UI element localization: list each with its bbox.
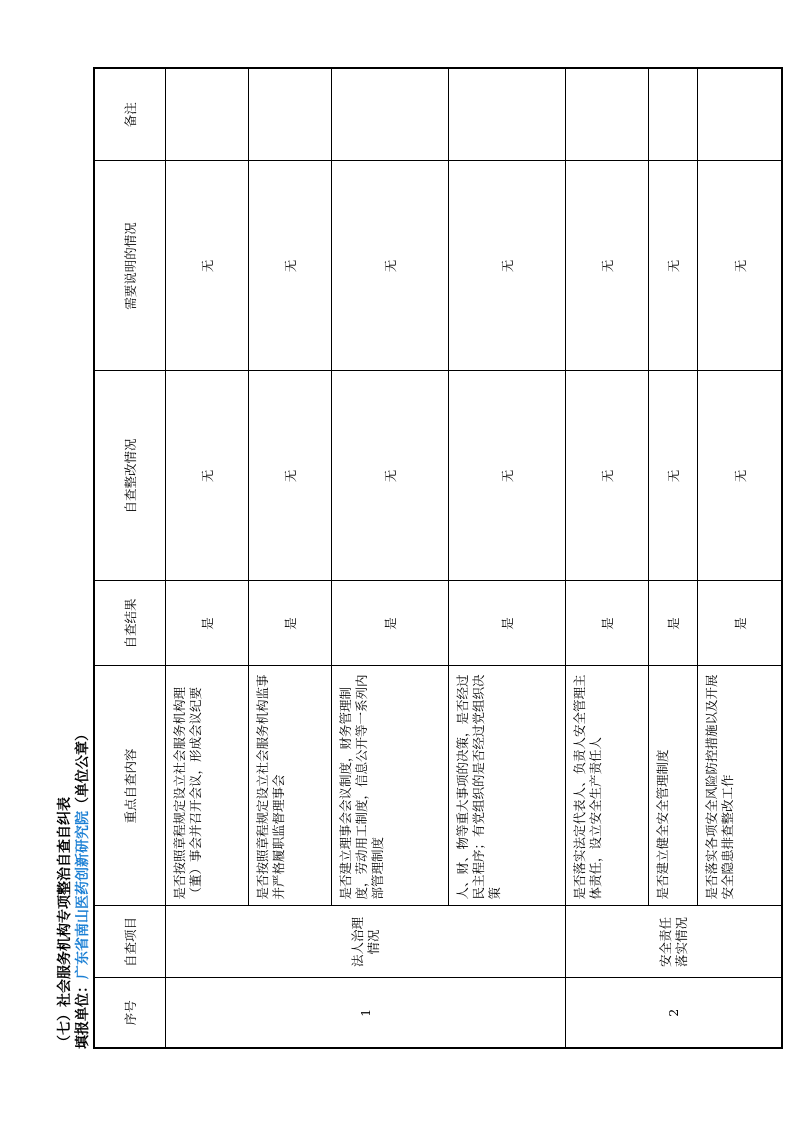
remark-cell — [249, 68, 332, 161]
result-cell: 是 — [166, 581, 249, 666]
unit-line — [74, 727, 92, 1049]
content-cell: 是否落实各项安全风险防控措施以及开展安全隐患排查整改工作 — [698, 666, 782, 906]
unit-seal-note: （单位公章） — [75, 727, 91, 811]
table-row — [698, 68, 782, 1048]
table-row — [249, 68, 332, 1048]
result-cell: 是 — [449, 581, 566, 666]
table-row — [649, 68, 698, 1048]
content-cell: 人、财、物等重大事项的决策，是否经过民主程序；有党组织的是否经过党组织决策 — [449, 666, 566, 906]
remark-cell — [566, 68, 649, 161]
rectify-cell: 无 — [332, 371, 449, 581]
rectify-cell: 无 — [698, 371, 782, 581]
seq-cell: 2 — [566, 978, 782, 1048]
rectify-cell: 无 — [449, 371, 566, 581]
header-remark: 备注 — [94, 68, 166, 161]
category-cell: 法人治理情况 — [166, 906, 566, 978]
remark-cell — [332, 68, 449, 161]
category-cell: 安全责任落实情况 — [566, 906, 782, 978]
note-cell: 无 — [332, 161, 449, 371]
seq-cell: 1 — [166, 978, 566, 1048]
remark-cell — [166, 68, 249, 161]
note-cell: 无 — [566, 161, 649, 371]
content-cell: 是否建立健全安全管理制度 — [649, 666, 698, 906]
content-cell: 是否按照章程规定设立社会服务机构监事并严格履职监督理事会 — [249, 666, 332, 906]
result-cell: 是 — [249, 581, 332, 666]
rectify-cell: 无 — [249, 371, 332, 581]
header-content: 重点自查内容 — [94, 666, 166, 906]
rectify-cell: 无 — [566, 371, 649, 581]
result-cell: 是 — [698, 581, 782, 666]
remark-cell — [698, 68, 782, 161]
note-cell: 无 — [698, 161, 782, 371]
content-cell: 是否建立理事会会议制度，财务管理制度，劳动用工制度，信息公开等一系列内部管理制度 — [332, 666, 449, 906]
rectify-cell: 无 — [649, 371, 698, 581]
header-rectify: 自查整改情况 — [94, 371, 166, 581]
rectify-cell: 无 — [166, 371, 249, 581]
header-seq: 序号 — [94, 978, 166, 1048]
table-row — [332, 68, 449, 1048]
header-result: 自查结果 — [94, 581, 166, 666]
result-cell: 是 — [649, 581, 698, 666]
table-row — [449, 68, 566, 1048]
table-row — [166, 68, 249, 1048]
result-cell: 是 — [566, 581, 649, 666]
header-note: 需要说明的情况 — [94, 161, 166, 371]
document-title: （七）社会服务机构专项整治自查自纠表 — [57, 797, 73, 1049]
note-cell: 无 — [649, 161, 698, 371]
header-category: 自查项目 — [94, 906, 166, 978]
content-cell: 是否落实法定代表人、负责人安全管理主体责任，设立安全生产责任人 — [566, 666, 649, 906]
table-header-row — [94, 68, 166, 1048]
note-cell: 无 — [249, 161, 332, 371]
remark-cell — [649, 68, 698, 161]
result-cell: 是 — [332, 581, 449, 666]
table-row — [566, 68, 649, 1048]
unit-label: 填报单位： — [75, 979, 91, 1049]
self-check-table — [93, 67, 783, 1049]
content-cell: 是否按照章程规定设立社会服务机构理（董）事会并召开会议，形成会议纪要 — [166, 666, 249, 906]
unit-name: 广东省南山医药创新研究院 — [75, 811, 91, 979]
remark-cell — [449, 68, 566, 161]
rotated-sheet — [48, 33, 783, 1073]
note-cell: 无 — [449, 161, 566, 371]
note-cell: 无 — [166, 161, 249, 371]
